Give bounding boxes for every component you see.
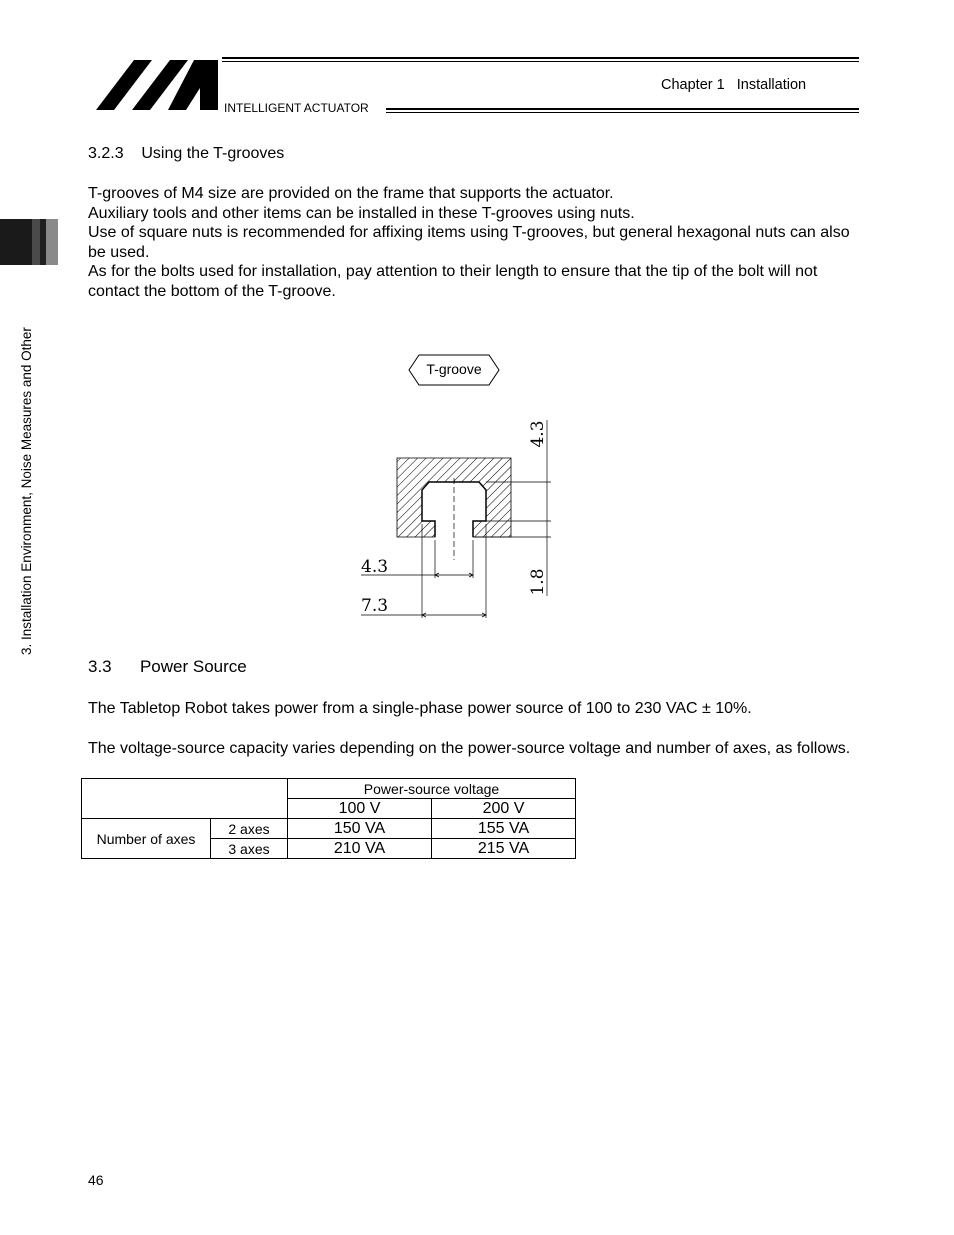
power-capacity-table [81, 778, 576, 859]
dim-top-depth: 4.3 [528, 420, 548, 448]
power-source-text: The Tabletop Robot takes power from a single-phase power source of 100 to 230 VAC ± 10%. [88, 700, 752, 717]
table-header-100v: 100 V [288, 799, 432, 819]
table-cell: 210 VA [288, 839, 432, 859]
paragraph: Auxiliary tools and other items can be installed in these T-grooves using nuts. [88, 204, 635, 222]
section-323-body [88, 184, 858, 302]
header-rule-top [222, 57, 859, 62]
side-tab-marker [0, 219, 58, 265]
table-cell: 215 VA [432, 839, 576, 859]
table-corner-cell [82, 779, 288, 819]
table-row [82, 819, 576, 839]
side-tab-label: 3. Installation Environment, Noise Measures and Other [19, 327, 34, 655]
table-row-label: Number of axes [82, 819, 211, 859]
table-cell: 155 VA [432, 819, 576, 839]
table-header-voltage: Power-source voltage [288, 779, 576, 799]
table-row [82, 779, 576, 799]
t-groove-diagram [355, 410, 555, 625]
table-cell-axes: 3 axes [211, 839, 288, 859]
dim-head-width: 7.3 [361, 596, 389, 616]
iai-logo [96, 58, 220, 112]
table-cell: 150 VA [288, 819, 432, 839]
page-number: 46 [88, 1172, 104, 1188]
section-323-title: 3.2.3 Using the T-grooves [88, 145, 285, 162]
section-33-title: 3.3 Power Source [88, 657, 247, 676]
brand-name: INTELLIGENT ACTUATOR [224, 101, 369, 115]
dim-bottom-depth: 1.8 [528, 568, 548, 596]
table-header-200v: 200 V [432, 799, 576, 819]
paragraph: T-grooves of M4 size are provided on the frame that supports the actuator. [88, 185, 614, 202]
chapter-heading: Chapter 1 Installation [661, 77, 807, 93]
dim-slot-width: 4.3 [361, 557, 389, 577]
t-groove-label: T-groove [426, 361, 482, 377]
paragraph: Use of square nuts is recommended for affixing items using T-grooves, but general hexagonal nuts can also be used. [88, 224, 850, 261]
header-rule-bottom [386, 108, 859, 113]
capacity-text: The voltage-source capacity varies depending on the power-source voltage and number of axes, as follows. [88, 740, 851, 757]
paragraph: As for the bolts used for installation, pay attention to their length to ensure that the tip of the bolt will not contact the bottom of the T-groove. [88, 263, 818, 300]
table-cell-axes: 2 axes [211, 819, 288, 839]
